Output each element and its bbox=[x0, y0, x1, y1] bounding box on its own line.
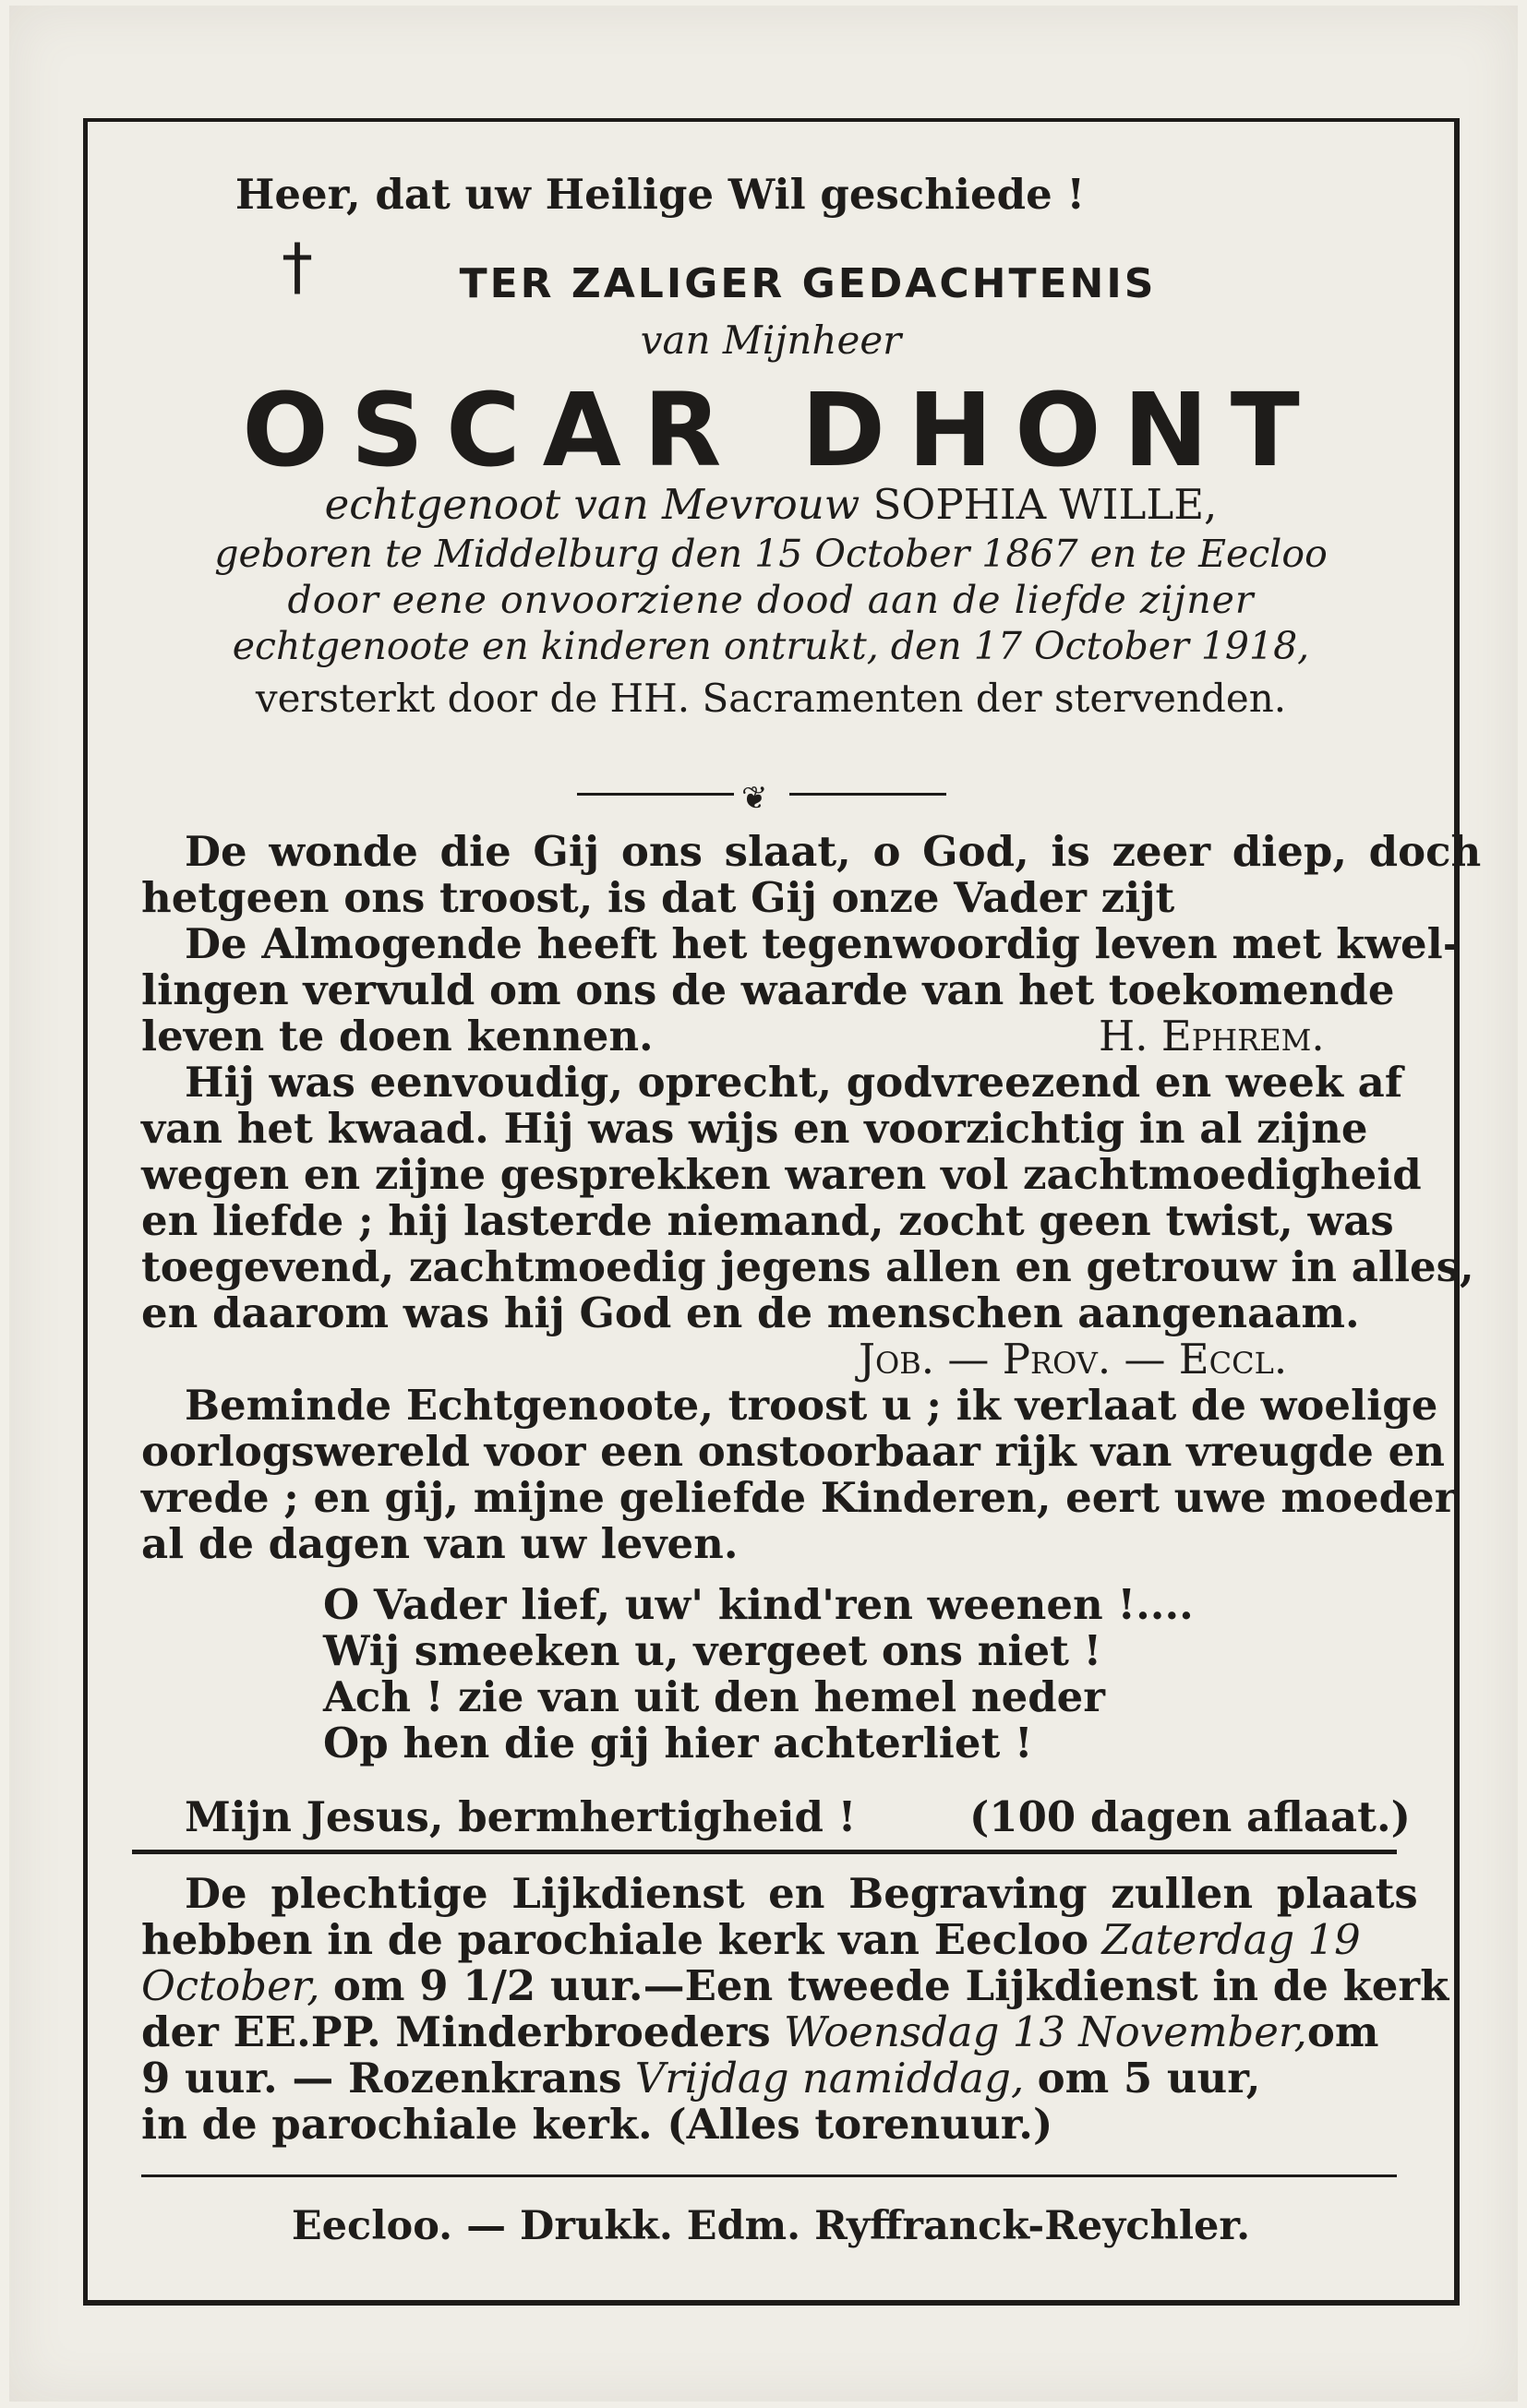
funeral-line-2-text: hebben in de parochiale kerk van Eecloo bbox=[141, 1915, 1089, 1964]
spouse-name: SOPHIA WILLE, bbox=[872, 480, 1218, 529]
p1-line-1: De wonde die Gij ons slaat, o God, is zeer diep, doch bbox=[185, 827, 1482, 876]
indulgence-note: (100 dagen aflaat.) bbox=[969, 1792, 1411, 1841]
cross-icon: † bbox=[282, 231, 313, 304]
p3-line-1: Hij was eenvoudig, oprecht, godvreezend en week af bbox=[185, 1058, 1403, 1107]
funeral-rosary: 9 uur. — Rozenkrans bbox=[141, 2054, 622, 2103]
p3-line-5: toegevend, zachtmoedig jegens allen en getrouw in alles, bbox=[141, 1242, 1474, 1291]
funeral-date-friday: Vrijdag namiddag, bbox=[634, 2054, 1025, 2103]
p3-line-3: wegen en zijne gesprekken waren vol zachtmoedigheid bbox=[141, 1150, 1422, 1199]
invocation-line: Heer, dat uw Heilige Wil geschiede ! bbox=[234, 170, 1086, 219]
section-divider-bottom bbox=[141, 2174, 1397, 2177]
ephrem-attribution: H. Ephrem. bbox=[1099, 1012, 1325, 1060]
birth-line-1: geboren te Middelburg den 15 October 1867 en te Eecloo bbox=[214, 532, 1328, 576]
p2-line-1: De Almogende heeft het tegenwoordig leven met kwel- bbox=[185, 919, 1461, 968]
divider-left bbox=[577, 793, 734, 796]
poem-line-4: Op hen die gij hier achterliet ! bbox=[323, 1719, 1033, 1767]
funeral-rosary-time: om 5 uur, bbox=[1037, 2054, 1261, 2103]
p3-line-2: van het kwaad. Hij was wijs en voorzichtig in al zijne bbox=[141, 1104, 1368, 1153]
poem-line-1: O Vader lief, uw' kind'ren weenen !.... bbox=[323, 1580, 1194, 1629]
divider-right bbox=[789, 793, 946, 796]
funeral-line-4-text: der EE.PP. Minderbroeders bbox=[141, 2007, 771, 2056]
funeral-line-4-end: om bbox=[1306, 2007, 1379, 2056]
spouse-line bbox=[88, 480, 1454, 529]
spouse-prefix: echtgenoot van Mevrouw bbox=[324, 480, 860, 529]
funeral-line-3 bbox=[141, 1961, 1449, 2010]
p2-line-2: lingen vervuld om ons de waarde van het toekomende bbox=[141, 965, 1395, 1014]
funeral-line-6: in de parochiale kerk. (Alles torenuur.) bbox=[141, 2100, 1053, 2149]
poem-line-2: Wij smeeken u, vergeet ons niet ! bbox=[323, 1626, 1102, 1675]
funeral-line-3-text: om 9 1/2 uur.—Een tweede Lijkdienst in de kerk bbox=[332, 1961, 1449, 2010]
memorial-card bbox=[9, 6, 1518, 2402]
van-mijnheer: van Mijnheer bbox=[640, 317, 902, 363]
p4-line-3: vrede ; en gij, mijne geliefde Kinderen, eert uwe moeder bbox=[141, 1473, 1457, 1522]
funeral-date-saturday: Zaterdag 19 bbox=[1101, 1915, 1361, 1964]
ornament-icon: ❦ bbox=[741, 780, 768, 817]
printer-line: Eecloo. — Drukk. Edm. Ryffranck-Reychler. bbox=[291, 2203, 1251, 2249]
p3-line-6: en daarom was hij God en de menschen aangenaam. bbox=[141, 1288, 1360, 1337]
funeral-line-1: De plechtige Lijkdienst en Begraving zullen plaats bbox=[185, 1869, 1418, 1918]
memorial-heading: TER ZALIGER GEDACHTENIS bbox=[459, 260, 1157, 307]
p4-line-4: al de dagen van uw leven. bbox=[141, 1519, 739, 1568]
p4-line-2: oorlogswereld voor een onstoorbaar rijk van vreugde en bbox=[141, 1427, 1445, 1476]
deceased-name: OSCAR DHONT bbox=[242, 371, 1322, 489]
funeral-line-4 bbox=[141, 2007, 1378, 2056]
p1-line-2: hetgeen ons troost, is dat Gij onze Vader zijt bbox=[141, 873, 1175, 922]
sacraments-line: versterkt door de HH. Sacramenten der stervenden. bbox=[255, 676, 1287, 721]
funeral-line-5 bbox=[141, 2054, 1260, 2103]
section-divider-top bbox=[132, 1850, 1397, 1854]
birth-line-3: echtgenoote en kinderen ontrukt, den 17 October 1918, bbox=[232, 624, 1310, 668]
funeral-date-wednesday: Woensdag 13 November, bbox=[784, 2007, 1307, 2056]
job-prov-eccl-attribution: Job. — Prov. — Eccl. bbox=[859, 1335, 1288, 1384]
prayer-line: Mijn Jesus, bermhertigheid ! bbox=[185, 1792, 857, 1841]
p3-line-4: en liefde ; hij lasterde niemand, zocht geen twist, was bbox=[141, 1196, 1394, 1245]
funeral-line-2 bbox=[141, 1915, 1361, 1964]
funeral-month: October, bbox=[141, 1961, 320, 2010]
birth-line-2: door eene onvoorziene dood aan de liefde zijner bbox=[287, 578, 1255, 622]
p4-line-1: Beminde Echtgenoote, troost u ; ik verlaat de woelige bbox=[185, 1381, 1438, 1430]
poem-line-3: Ach ! zie van uit den hemel neder bbox=[323, 1672, 1106, 1721]
p2-line-3: leven te doen kennen. bbox=[141, 1012, 654, 1060]
card-border-frame bbox=[83, 118, 1482, 2306]
